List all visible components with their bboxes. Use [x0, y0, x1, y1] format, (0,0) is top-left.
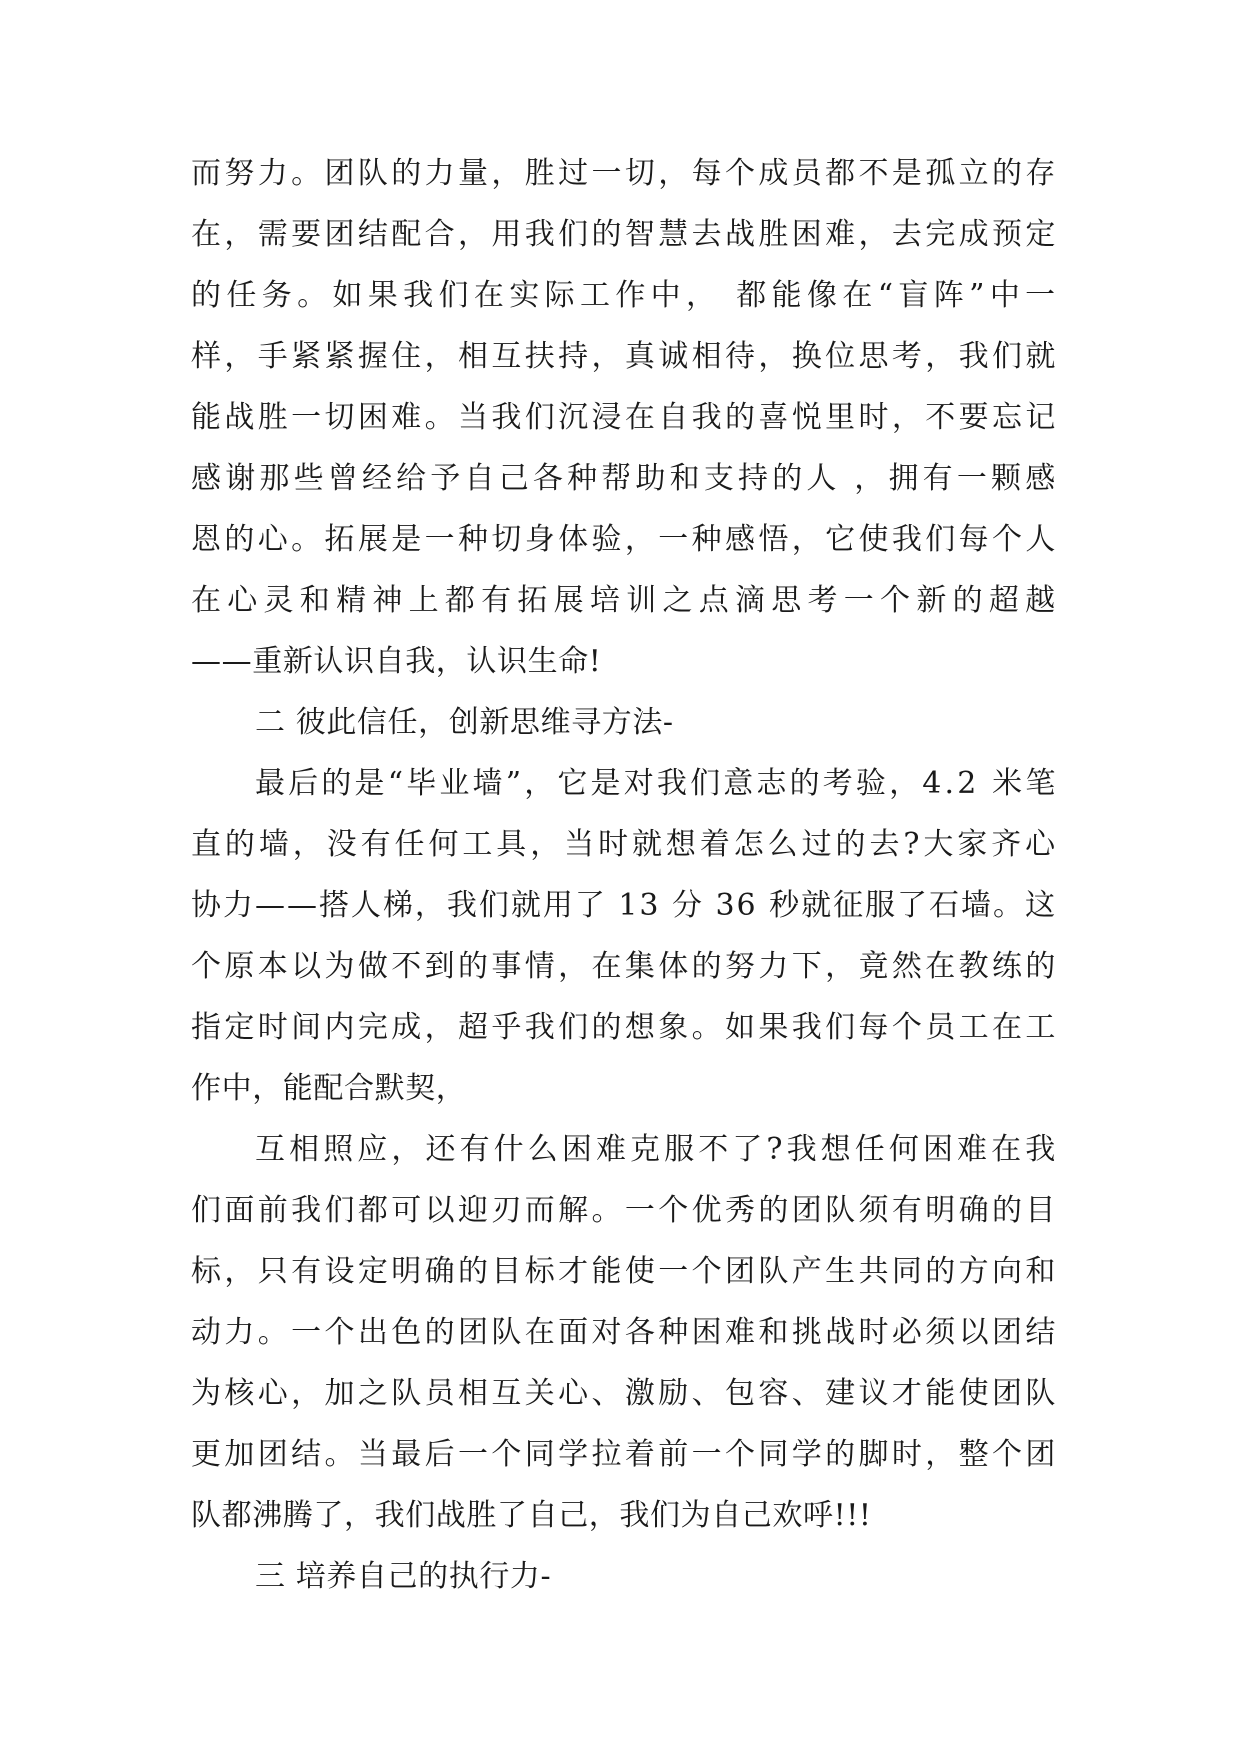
text-line: 在 心 灵 和 精 神 上 都 有 拓 展 培 训 之 点 滴 思 考 一 个 新 的 超 越 — [191, 583, 1056, 618]
paragraph-team-strength — [191, 143, 1056, 692]
text-line: 协 力 — — 搭 人 梯 ， 我 们 就 用 了 1 3 分 3 6 秒 就 征 服 了 石 墙 。 这 — [191, 888, 1056, 923]
paragraph-graduation-wall — [191, 753, 1056, 1119]
text-line: 标 ， 只 有 设 定 明 确 的 目 标 才 能 使 一 个 团 队 产 生 共 同 的 方 向 和 — [191, 1254, 1056, 1289]
text-line: 们 面 前 我 们 都 可 以 迎 刃 而 解 。 一 个 优 秀 的 团 队 须 有 明 确 的 目 — [191, 1193, 1056, 1228]
text-line: 动 力 。 一 个 出 色 的 团 队 在 面 对 各 种 困 难 和 挑 战 时 必 须 以 团 结 — [191, 1315, 1056, 1350]
text-line: 的 任 务 。 如 果 我 们 在 实 际 工 作 中 ， 都 能 像 在 “ 盲 阵 ” 中 一 — [191, 278, 1056, 313]
text-line: 更 加 团 结 。 当 最 后 一 个 同 学 拉 着 前 一 个 同 学 的 脚 时 ， 整 个 团 — [191, 1437, 1056, 1472]
text-line: ——重新认识自我，认识生命! — [191, 644, 602, 679]
text-line: 最 后 的 是 “ 毕 业 墙 ” ， 它 是 对 我 们 意 志 的 考 验 ， 4 . 2 米 笔 — [255, 766, 1056, 801]
section-heading-trust: 二 彼此信任，创新思维寻方法- — [255, 705, 674, 740]
section-heading-execution: 三 培养自己的执行力- — [255, 1559, 552, 1594]
paragraph-mutual-support — [191, 1119, 1056, 1546]
text-line: 而 努 力 。 团 队 的 力 量 ， 胜 过 一 切 ， 每 个 成 员 都 不 是 孤 立 的 存 — [191, 156, 1056, 191]
text-line: 样 ， 手 紧 紧 握 住 ， 相 互 扶 持 ， 真 诚 相 待 ， 换 位 思 考 ， 我 们 就 — [191, 339, 1056, 374]
text-line: 队都沸腾了，我们战胜了自己，我们为自己欢呼!!! — [191, 1498, 872, 1533]
text-line: 作中，能配合默契， — [191, 1071, 467, 1106]
document-body — [191, 143, 1056, 1607]
text-line: 为 核 心 ， 加 之 队 员 相 互 关 心 、 激 励 、 包 容 、 建 议 才 能 使 团 队 — [191, 1376, 1056, 1411]
text-line: 指 定 时 间 内 完 成 ， 超 乎 我 们 的 想 象 。 如 果 我 们 每 个 员 工 在 工 — [191, 1010, 1056, 1045]
text-line: 能 战 胜 一 切 困 难 。 当 我 们 沉 浸 在 自 我 的 喜 悦 里 时 ， 不 要 忘 记 — [191, 400, 1056, 435]
text-line: 互 相 照 应 ， 还 有 什 么 困 难 克 服 不 了 ? 我 想 任 何 困 难 在 我 — [255, 1132, 1056, 1167]
text-line: 个 原 本 以 为 做 不 到 的 事 情 ， 在 集 体 的 努 力 下 ， 竟 然 在 教 练 的 — [191, 949, 1056, 984]
text-line: 恩 的 心 。 拓 展 是 一 种 切 身 体 验 ， 一 种 感 悟 ， 它 使 我 们 每 个 人 — [191, 522, 1056, 557]
text-line: 感 谢 那 些 曾 经 给 予 自 己 各 种 帮 助 和 支 持 的 人 ， 拥 有 一 颗 感 — [191, 461, 1056, 496]
text-line: 在 ， 需 要 团 结 配 合 ， 用 我 们 的 智 慧 去 战 胜 困 难 ， 去 完 成 预 定 — [191, 217, 1056, 252]
text-line: 直 的 墙 ， 没 有 任 何 工 具 ， 当 时 就 想 着 怎 么 过 的 去 ? 大 家 齐 心 — [191, 827, 1056, 862]
